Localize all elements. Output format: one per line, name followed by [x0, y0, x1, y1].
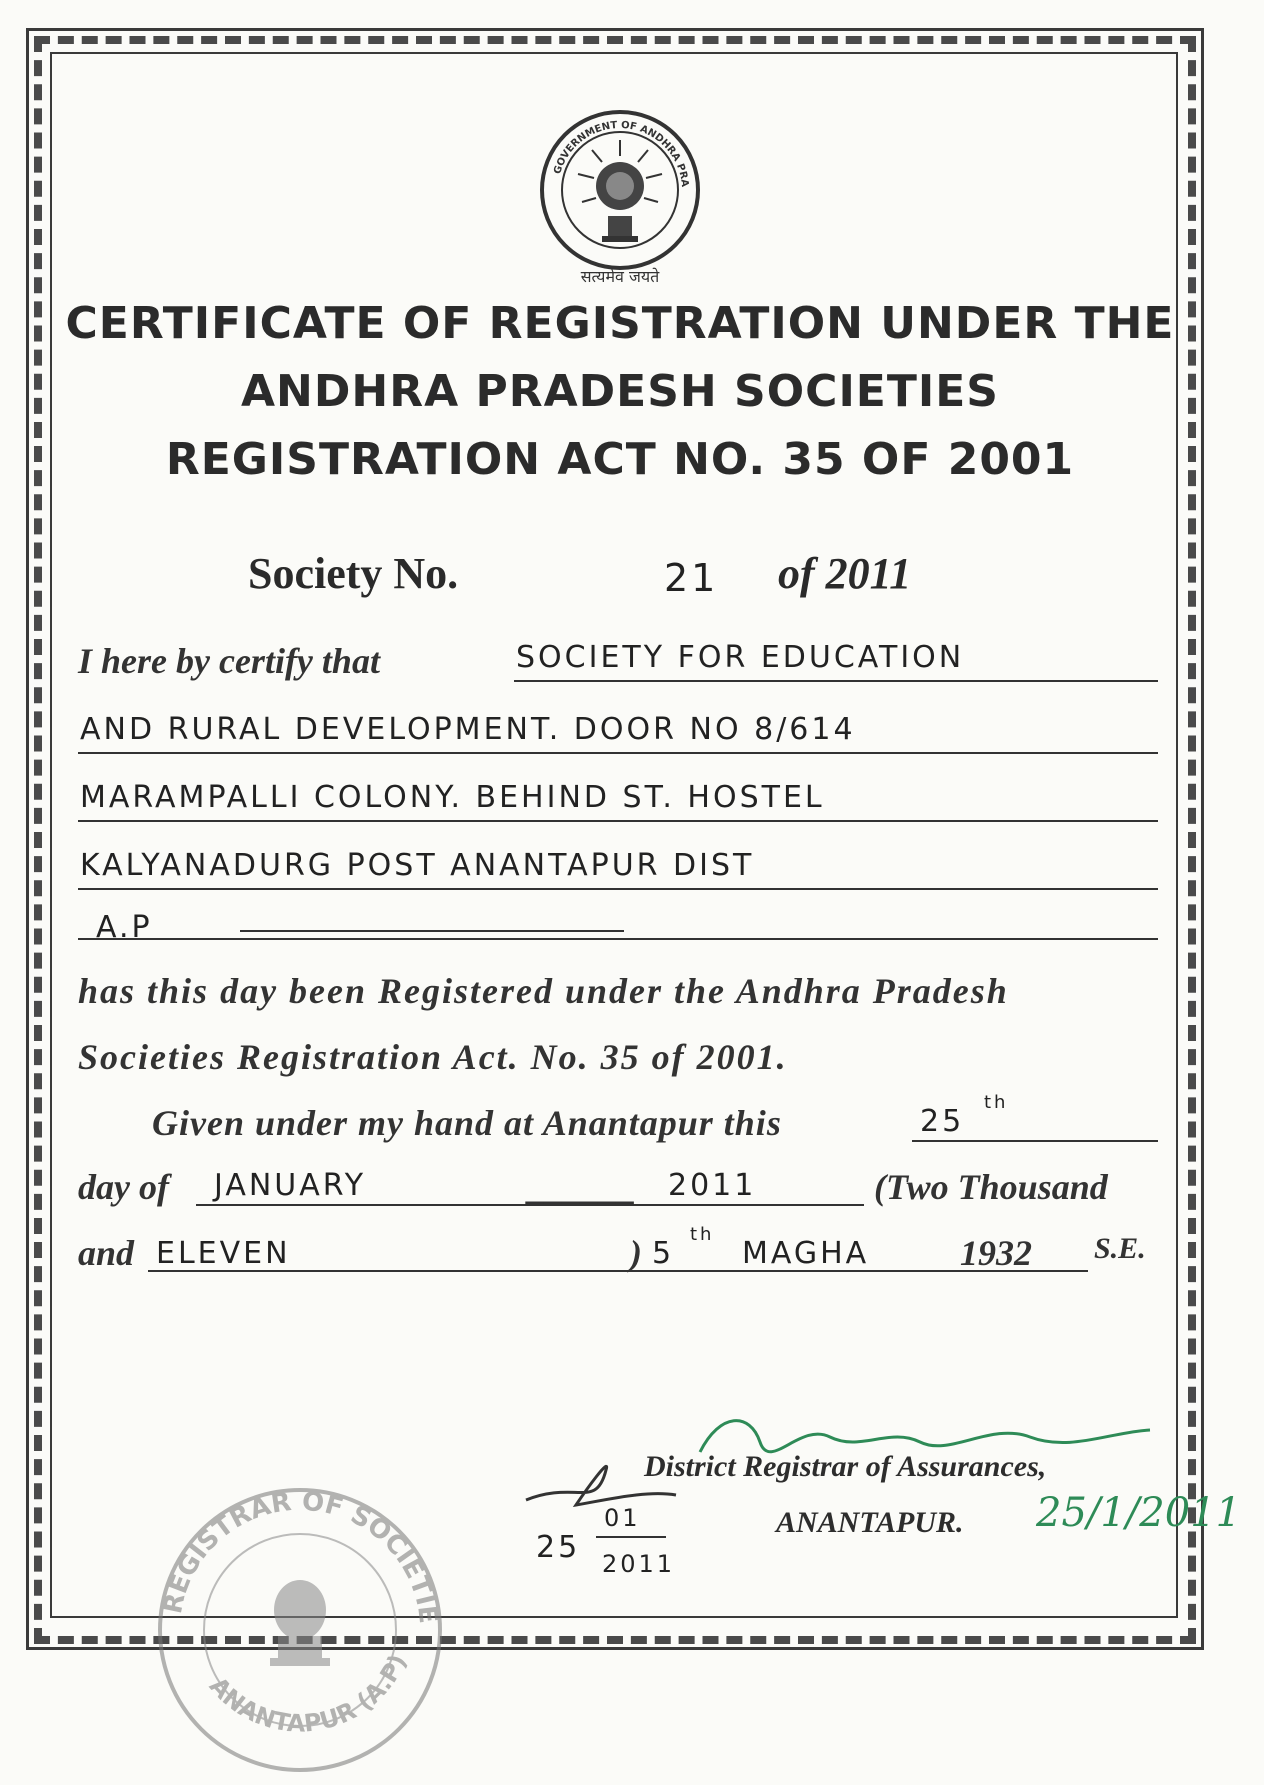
- initials-date-divider: [596, 1536, 666, 1538]
- given-under-text: Given under my hand at Anantapur this: [152, 1103, 782, 1143]
- given-year-words-value: ELEVEN: [156, 1236, 291, 1271]
- fill-line-5: [78, 938, 1158, 940]
- society-address-line3: MARAMPALLI COLONY. BEHIND ST. HOSTEL: [80, 780, 825, 815]
- fill-line-1: [514, 680, 1158, 682]
- emblem-motto: सत्यमेव जयते: [580, 267, 660, 286]
- certificate-title-line2: ANDHRA PRADESH SOCIETIES: [240, 366, 999, 417]
- saka-day-value: 5: [652, 1236, 675, 1271]
- given-dashes: ______: [528, 1167, 636, 1207]
- given-month-value: JANUARY: [214, 1168, 367, 1203]
- seal-ring-top-text: REGISTRAR OF SOCIETIE: [158, 1486, 444, 1626]
- society-address-line2: AND RURAL DEVELOPMENT. DOOR NO 8/614: [80, 712, 856, 747]
- given-day-suffix: th: [984, 1092, 1009, 1113]
- emblem-ring-text: GOVERNMENT OF ANDHRA PRA: [552, 119, 691, 188]
- certificate-title-line3: REGISTRATION ACT NO. 35 OF 2001: [165, 434, 1075, 485]
- society-address-line4: KALYANADURG POST ANANTAPUR DIST: [80, 848, 755, 883]
- registered-text-line2: Societies Registration Act. No. 35 of 2001.: [78, 1037, 788, 1077]
- fill-line-3: [78, 820, 1158, 822]
- certify-lead-text: I here by certify that: [78, 641, 380, 681]
- handwritten-strike-line: [240, 930, 624, 932]
- society-number-value: 21: [664, 556, 719, 600]
- registrar-title: District Registrar of Assurances,: [644, 1450, 1047, 1483]
- saka-open-paren: ): [630, 1233, 642, 1273]
- saka-month-value: MAGHA: [742, 1236, 870, 1271]
- ap-government-emblem-icon: [532, 110, 708, 286]
- registrar-seal-stamp: [150, 1480, 450, 1780]
- society-number-label: Society No.: [248, 549, 459, 598]
- saka-year-value: 1932: [960, 1233, 1032, 1273]
- fill-line-day: [912, 1140, 1158, 1142]
- registrar-place: ANANTAPUR.: [776, 1506, 964, 1539]
- day-of-label: day of: [78, 1167, 169, 1207]
- initials-signature-icon: [516, 1460, 686, 1525]
- and-label: and: [78, 1233, 135, 1273]
- fill-line-saka: [148, 1270, 1088, 1272]
- saka-era-label: S.E.: [1094, 1232, 1146, 1265]
- fill-line-2: [78, 752, 1158, 754]
- society-address-line5: A.P: [96, 910, 153, 945]
- certificate-border-inner: [50, 52, 1178, 1618]
- society-year-label: of 2011: [778, 549, 912, 598]
- year-words-label: (Two Thousand: [874, 1167, 1108, 1207]
- initials-date-month: 01: [604, 1504, 641, 1532]
- ashoka-emblem-icon: [270, 1580, 330, 1666]
- fill-line-4: [78, 888, 1158, 890]
- fill-line-month: [196, 1204, 864, 1206]
- given-day-value: 25: [920, 1104, 965, 1139]
- certificate-title-line1: CERTIFICATE OF REGISTRATION UNDER THE: [65, 298, 1175, 349]
- initials-date-day: 25: [536, 1530, 581, 1565]
- initials-date-year: 2011: [602, 1550, 676, 1578]
- seal-ring-bottom-text: ANANTAPUR (A.P): [203, 1650, 413, 1738]
- given-year-value: 2011: [668, 1168, 757, 1203]
- saka-day-suffix: th: [690, 1224, 715, 1245]
- green-signature-date: 25/1/2011: [1036, 1490, 1242, 1536]
- registered-text-line1: has this day been Registered under the Andhra Pradesh: [78, 971, 1009, 1011]
- society-name-line1: SOCIETY FOR EDUCATION: [516, 640, 965, 675]
